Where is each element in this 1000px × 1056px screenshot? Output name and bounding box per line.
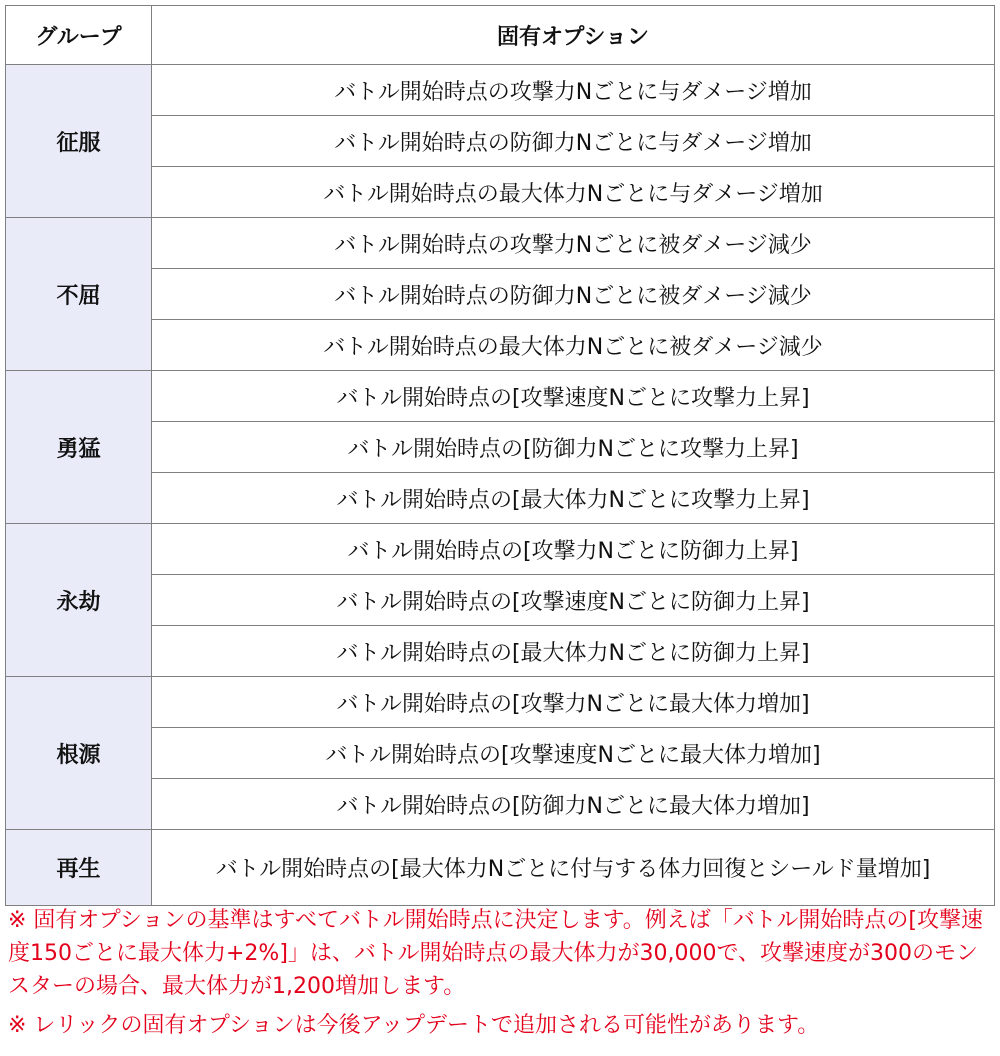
option-cell: バトル開始時点の[攻撃速度Nごとに防御力上昇] [152,575,995,626]
note-criteria: ※ 固有オプションの基準はすべてバトル開始時点に決定します。例えば「バトル開始時点の[攻撃速度150ごとに最大体力+2%]」は、バトル開始時点の最大体力が30,000で、攻撃速度が300のモンスターの場合、最大体力が1,200増加します。 [8,908,983,999]
table-row [6,65,995,116]
note-future-update: ※ レリックの固有オプションは今後アップデートで追加される可能性があります。 [8,1013,820,1038]
table-header-row [6,6,995,65]
option-cell: バトル開始時点の攻撃力Nごとに与ダメージ増加 [152,65,995,116]
table-row [6,269,995,320]
table-row [6,473,995,524]
table-row [6,779,995,830]
table-row [6,116,995,167]
table-row [6,422,995,473]
option-cell: バトル開始時点の最大体力Nごとに被ダメージ減少 [152,320,995,371]
table-row [6,320,995,371]
table-row [6,575,995,626]
group-name: 根源 [6,677,152,830]
table-row [6,830,995,906]
group-name: 永劫 [6,524,152,677]
notes [8,904,993,1042]
header-option: 固有オプション [152,6,995,65]
options-table [5,5,995,906]
table-row [6,728,995,779]
option-cell: バトル開始時点の[最大体力Nごとに攻撃力上昇] [152,473,995,524]
table-row [6,677,995,728]
option-cell: バトル開始時点の[攻撃速度Nごとに最大体力増加] [152,728,995,779]
option-cell: バトル開始時点の[攻撃力Nごとに最大体力増加] [152,677,995,728]
option-cell: バトル開始時点の攻撃力Nごとに被ダメージ減少 [152,218,995,269]
option-cell: バトル開始時点の防御力Nごとに被ダメージ減少 [152,269,995,320]
option-cell: バトル開始時点の[攻撃速度Nごとに攻撃力上昇] [152,371,995,422]
group-name: 再生 [6,830,152,906]
table-row [6,371,995,422]
header-group: グループ [6,6,152,65]
option-cell: バトル開始時点の[攻撃力Nごとに防御力上昇] [152,524,995,575]
group-name: 征服 [6,65,152,218]
group-name: 不屈 [6,218,152,371]
table-row [6,218,995,269]
option-cell: バトル開始時点の最大体力Nごとに与ダメージ増加 [152,167,995,218]
option-cell: バトル開始時点の[最大体力Nごとに防御力上昇] [152,626,995,677]
option-cell: バトル開始時点の[防御力Nごとに最大体力増加] [152,779,995,830]
option-cell: バトル開始時点の[防御力Nごとに攻撃力上昇] [152,422,995,473]
group-name: 勇猛 [6,371,152,524]
table-row [6,167,995,218]
table-row [6,524,995,575]
option-cell: バトル開始時点の[最大体力Nごとに付与する体力回復とシールド量増加] [152,830,995,906]
option-cell: バトル開始時点の防御力Nごとに与ダメージ増加 [152,116,995,167]
table-row [6,626,995,677]
